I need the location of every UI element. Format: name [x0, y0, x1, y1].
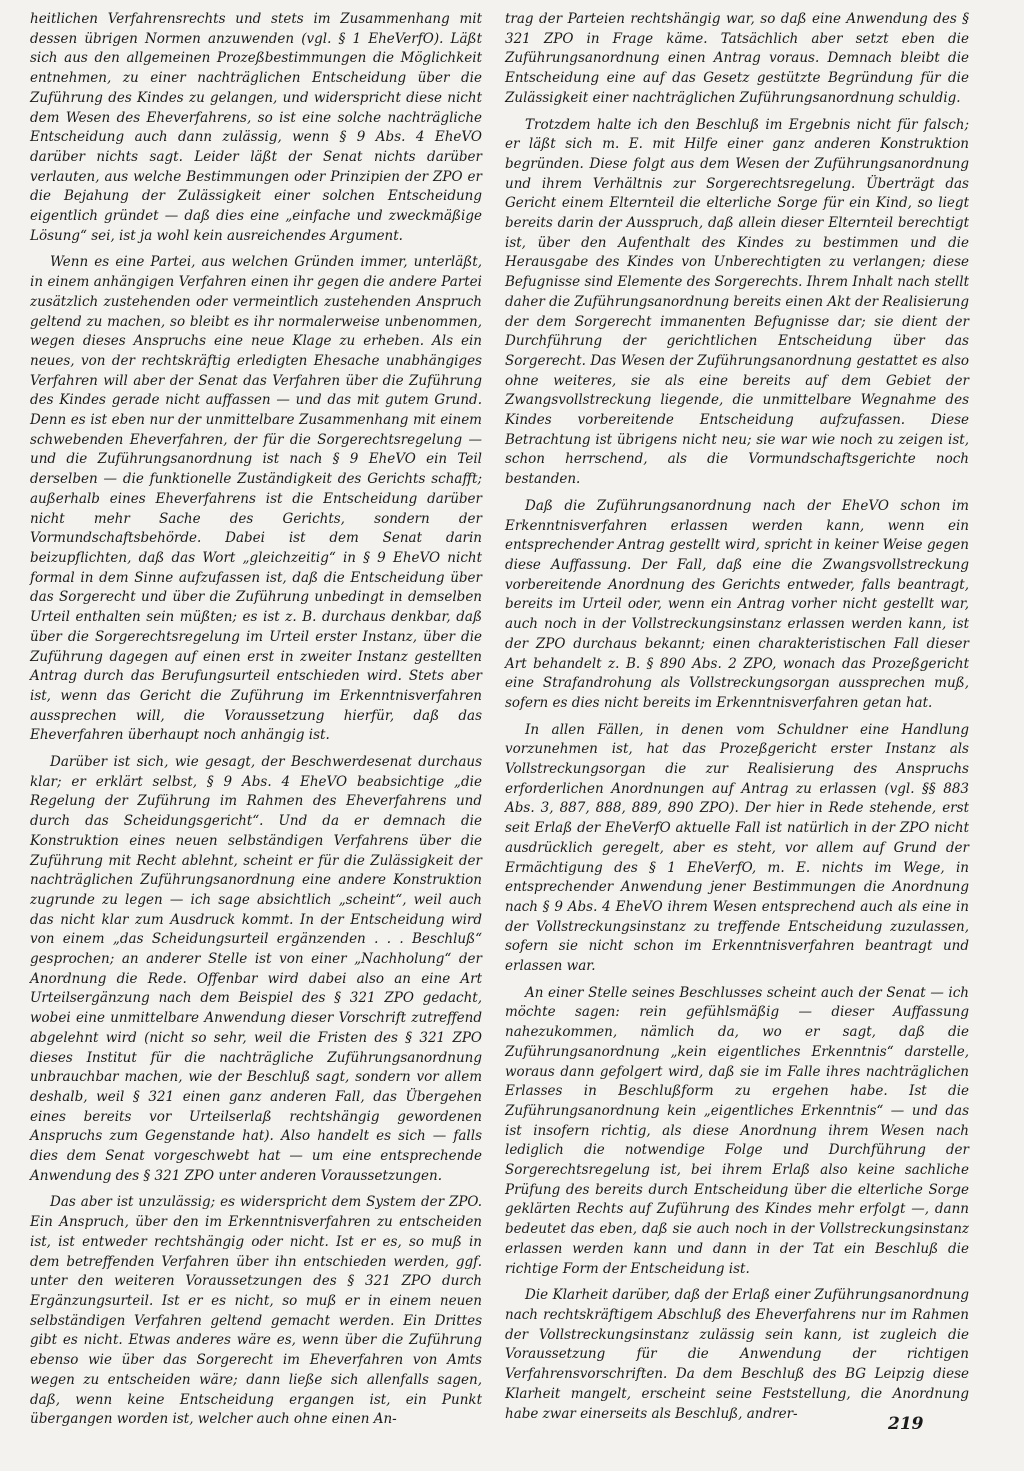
- paragraph: Das aber ist unzulässig; es widerspricht dem System der ZPO. Ein Anspruch, über den im Erkenntnisverfahren zu entscheiden ist, ist entweder rechtshängig oder nicht. Ist er es, so muß in dem betreffenden Verfahren über ihn entschieden werden, ggf. unter den weiteren Voraussetzungen des § 321 ZPO durch Ergänzungsurteil. Ist er es nicht, so muß er in einem neuen selbständigen Verfahren geltend gemacht werden. Ein Drittes gibt es nicht. Etwas anderes wäre es, wenn über die Zuführung ebenso wie über das Sorgerecht im Eheverfahren von Amts wegen zu entscheiden wäre; dann ließe sich allenfalls sagen, daß, wenn keine Entscheidung ergangen ist, ein Punkt übergangen worden ist, welcher auch ohne einen An-: [30, 1194, 482, 1428]
- paragraph: Wenn es eine Partei, aus welchen Gründen immer, unterläßt, in einem anhängigen Verfahren einen ihr gegen die andere Partei zusätzlich zustehenden oder vermeintlich zustehenden Anspruch geltend zu machen, so bleibt es ihr normalerweise unbenommen, wegen dieses Anspruchs eine neue Klage zu erheben. Als ein neues, von der rechtskräftig erledigten Ehesache unabhängiges Verfahren will aber der Senat das Verfahren über die Zuführung des Kindes gerade nicht auffassen — und das mit gutem Grund. Denn es ist eben nur der unmittelbare Zusammenhang mit einem schwebenden Eheverfahren, der für die Sorgerechtsregelung — und die Zuführungsanordnung ist nach § 9 EheVO ein Teil derselben — die funktionelle Zuständigkeit des Gerichts schafft; außerhalb eines Eheverfahrens ist die Entscheidung darüber nicht mehr Sache des Gerichts, sondern der Vormundschaftsbehörde. Dabei ist dem Senat darin beizupflichten, daß das Wort „gleichzeitig“ in § 9 EheVO nicht formal in dem Sinne aufzufassen ist, daß die Entscheidung über das Sorgerecht und über die Zuführung unbedingt in demselben Urteil enthalten sein müßten; es ist z. B. durchaus denkbar, daß über die Sorgerechtsregelung im Urteil erster Instanz, über die Zuführung dagegen auf einen erst in zweiter Instanz gestellten Antrag durch das Berufungsurteil entschieden wird. Stets aber ist, wenn das Gericht die Zuführung im Erkenntnisverfahren aussprechen will, die Voraussetzung hierfür, daß das Eheverfahren überhaupt noch anhängig ist.: [30, 254, 482, 744]
- paragraph: trag der Parteien rechtshängig war, so daß eine Anwendung des § 321 ZPO in Frage käme. Tatsächlich aber setzt eben die Zuführungsanordnung einen Antrag voraus. Demnach bleibt die Entscheidung eine auf das Gesetz gestützte Begründung für die Zulässigkeit einer nachträglichen Zuführungsanordnung schuldig.: [505, 11, 969, 106]
- paragraph: Trotzdem halte ich den Beschluß im Ergebnis nicht für falsch; er läßt sich m. E. mit Hilfe einer ganz anderen Konstruktion begründen. Diese folgt aus dem Wesen der Zuführungsanordnung und ihrem Verhältnis zur Sorgerechtsregelung. Überträgt das Gericht einem Elternteil die elterliche Sorge für ein Kind, so liegt bereits darin der Ausspruch, daß allein dieser Elternteil berechtigt ist, über den Aufenthalt des Kindes zu bestimmen und die Herausgabe des Kindes von Unberechtigten zu verlangen; diese Befugnisse sind Elemente des Sorgerechts. Ihrem Inhalt nach stellt daher die Zuführungsanordnung bereits einen Akt der Realisierung der dem Sorgerecht immanenten Befugnisse dar; sie dient der Durchführung der gerichtlichen Entscheidung über das Sorgerecht. Das Wesen der Zuführungsanordnung gestattet es also ohne weiteres, sie als eine bereits auf dem Gebiet der Zwangsvollstreckung liegende, die unmittelbare Wegnahme des Kindes vorbereitende Entscheidung aufzufassen. Diese Betrachtung ist übrigens nicht neu; sie war wie noch zu zeigen ist, schon herrschend, als die Vormundschaftsgerichte noch bestanden.: [505, 116, 969, 488]
- paragraph: Die Klarheit darüber, daß der Erlaß einer Zuführungsanordnung nach rechtskräftigem Abschluß des Eheverfahrens nur im Rahmen der Vollstreckungsinstanz zulässig sein kann, ist zugleich die Voraussetzung für die Anwendung der richtigen Verfahrensvorschriften. Da dem Beschluß des BG Leipzig diese Klarheit mangelt, erscheint seine Feststellung, die Anordnung habe zwar einerseits als Beschluß, andrer-: [505, 1287, 969, 1422]
- right-text-column: [505, 10, 969, 1431]
- paragraph: Darüber ist sich, wie gesagt, der Beschwerdesenat durchaus klar; er erklärt selbst, § 9 Abs. 4 EheVO beabsichtige „die Regelung der Zuführung im Rahmen des Eheverfahrens und durch das Scheidungsgericht“. Und da er demnach die Konstruktion eines neuen selbständigen Verfahrens über die Zuführung mit Recht ablehnt, scheint er für die Zulässigkeit der nachträglichen Zuführungsanordnung eine andere Konstruktion zugrunde zu legen — ich sage absichtlich „scheint“, weil auch das nicht klar zum Ausdruck kommt. In der Entscheidung wird von einem „das Scheidungsurteil ergänzenden . . . Beschluß“ gesprochen; an anderer Stelle ist von einer „Nachholung“ der Anordnung die Rede. Offenbar wird dabei also an eine Art Urteilsergänzung nach dem Beispiel des § 321 ZPO gedacht, wobei eine unmittelbare Anwendung dieser Vorschrift zutreffend abgelehnt wird (nicht so sehr, weil die Fristen des § 321 ZPO dieses Institut für die nachträgliche Zuführungsanordnung unbrauchbar machen, wie der Beschluß sagt, sondern vor allem deshalb, weil § 321 einen ganz anderen Fall, das Übergehen eines bereits vor Urteilserlaß rechtshängig gewordenen Anspruchs zum Gegenstande hat). Also handelt es sich — falls dies dem Senat vorgeschwebt hat — um eine entsprechende Anwendung des § 321 ZPO unter anderen Voraussetzungen.: [30, 754, 482, 1184]
- paragraph: An einer Stelle seines Beschlusses scheint auch der Senat — ich möchte sagen: rein gefühlsmäßig — dieser Auffassung nahezukommen, nämlich da, wo er sagt, daß die Zuführungsanordnung „kein eigentliches Erkenntnis“ darstelle, woraus dann gefolgert wird, daß sie im Falle ihres nachträglichen Erlasses in Beschlußform zu ergehen habe. Ist die Zuführungsanordnung kein „eigentliches Erkenntnis“ — und das ist insofern richtig, als diese Anordnung ihrem Wesen nach lediglich die notwendige Folge und Durchführung der Sorgerechtsregelung ist, bei ihrem Erlaß also keine sachliche Prüfung des bereits durch Entscheidung über die elterliche Sorge geklärten Rechts auf Zuführung des Kindes mehr erfolgt —, dann bedeutet das eben, daß sie auch noch in der Vollstreckungsinstanz erlassen werden kann und dann in der Tat ein Beschluß die richtige Form der Entscheidung ist.: [505, 984, 969, 1277]
- left-text-column: [30, 10, 482, 1437]
- paragraph: heitlichen Verfahrensrechts und stets im Zusammenhang mit dessen übrigen Normen anzuwenden (vgl. § 1 EheVerfO). Läßt sich aus den allgemeinen Prozeßbestimmungen die Möglichkeit entnehmen, zu einer nachträglichen Entscheidung über die Zuführung des Kindes zu gelangen, und widerspricht diese nicht dem Wesen des Eheverfahrens, so ist eine solche nachträgliche Entscheidung auch dann zulässig, wenn § 9 Abs. 4 EheVO darüber nichts sagt. Leider läßt der Senat nichts darüber verlauten, aus welche Bestimmungen oder Prinzipien der ZPO er die Bejahung der Zulässigkeit einer solchen Entscheidung eigentlich gründet — daß dies eine „einfache und zweckmäßige Lösung“ sei, ist ja wohl kein ausreichendes Argument.: [30, 11, 482, 244]
- paragraph: In allen Fällen, in denen vom Schuldner eine Handlung vorzunehmen ist, hat das Prozeßgericht erster Instanz als Vollstreckungsorgan die zur Realisierung des Anspruchs erforderlichen Anordnungen auf Antrag zu erlassen (vgl. §§ 883 Abs. 3, 887, 888, 889, 890 ZPO). Der hier in Rede stehende, erst seit Erlaß der EheVerfO aktuelle Fall ist natürlich in der ZPO nicht ausdrücklich geregelt, aber es steht, vor allem auf Grund der Ermächtigung des § 1 EheVerfO, m. E. nichts im Wege, in entsprechender Anwendung jener Bestimmungen die Anordnung nach § 9 Abs. 4 EheVO ihrem Wesen entsprechend auch als eine in der Vollstreckungsinstanz zu treffende Entscheidung zuzulassen, sofern sie nicht schon im Erkenntnisverfahren beantragt und erlassen war.: [505, 721, 969, 975]
- paragraph: Daß die Zuführungsanordnung nach der EheVO schon im Erkenntnisverfahren erlassen werden kann, wenn ein entsprechender Antrag gestellt wird, spricht in keiner Weise gegen diese Auffassung. Der Fall, daß eine die Zwangsvollstreckung vorbereitende Anordnung des Gerichts entweder, falls beantragt, bereits im Urteil oder, wenn ein Antrag vorher nicht gestellt war, auch noch in der Vollstreckungsinstanz erlassen werden kann, ist der ZPO durchaus bekannt; einen charakteristischen Fall dieser Art behandelt z. B. § 890 Abs. 2 ZPO, wonach das Prozeßgericht eine Strafandrohung als Vollstreckungsorgan aussprechen muß, sofern es dies nicht bereits im Erkenntnisverfahren getan hat.: [505, 497, 969, 711]
- page-number: 219: [888, 1414, 924, 1434]
